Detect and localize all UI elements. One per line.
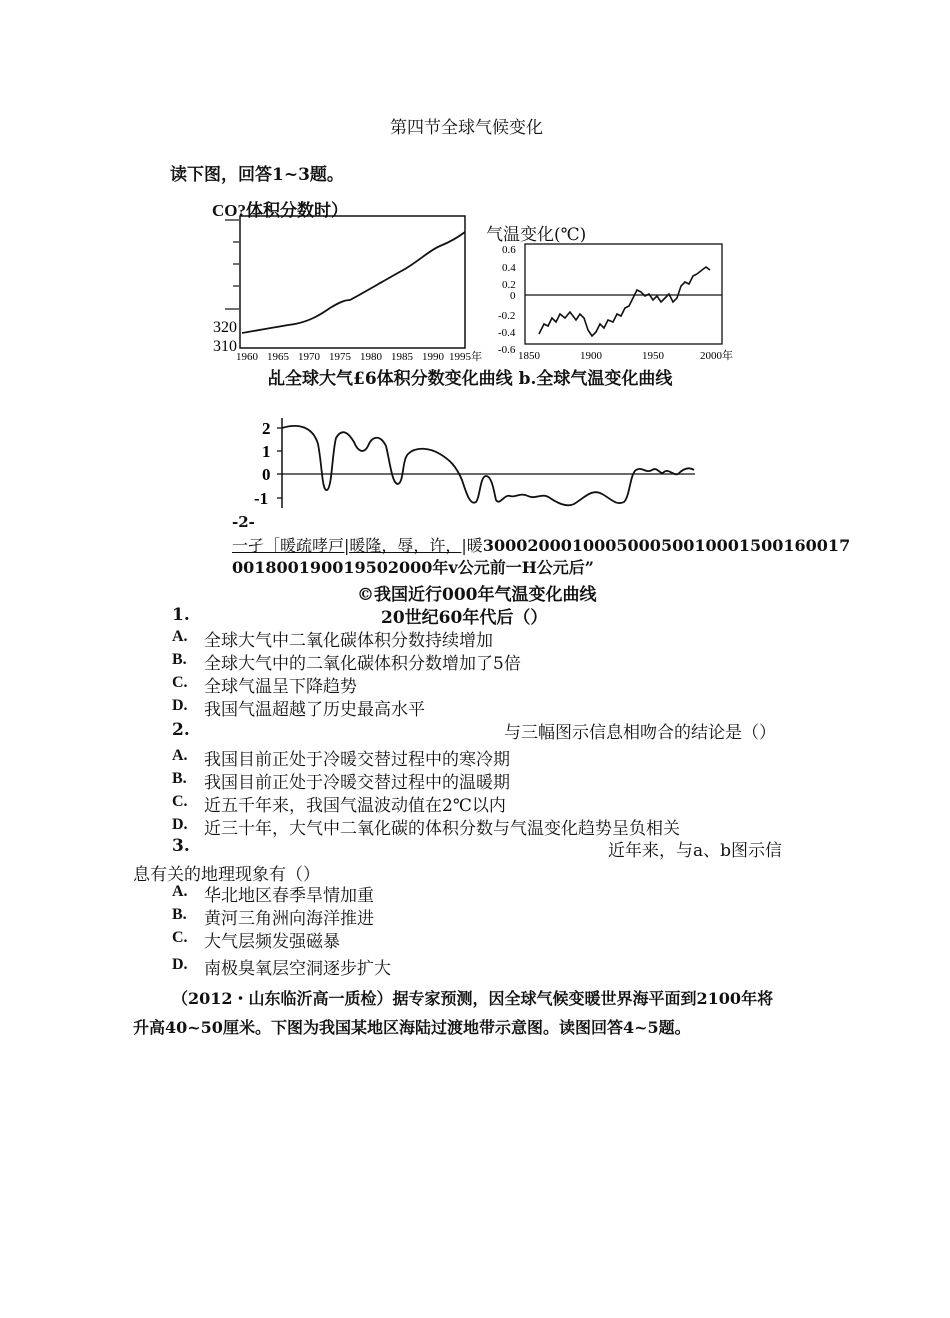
fig-ab-caption: 乩全球大气£6体积分数变化曲线 b.全球气温变化曲线 bbox=[268, 369, 673, 389]
fig-b-ylabel: 气温变化(℃) bbox=[486, 225, 587, 245]
fig-c-ytick: 0 bbox=[262, 465, 271, 484]
fig-a-xtick: 1980 bbox=[360, 351, 382, 363]
fig-c-below-label: -2- bbox=[232, 513, 255, 531]
fig-a-co2-chart bbox=[205, 212, 495, 364]
fig-a-xtick: 1985 bbox=[391, 351, 413, 363]
paragraph-line-2: 升高40~50厘米。下图为我国某地区海陆过渡地带示意图。读图回答4~5题。 bbox=[133, 1018, 691, 1037]
option-text: 全球大气中二氧化碳体积分数持续增加 bbox=[204, 631, 493, 651]
fig-b-ytick: 0.4 bbox=[502, 262, 516, 274]
fig-a-xtick: 1990 bbox=[422, 351, 444, 363]
option-text: 南极臭氧层空洞逐步扩大 bbox=[204, 959, 391, 979]
fig-b-ytick: -0.4 bbox=[498, 327, 516, 339]
option-letter: D. bbox=[172, 697, 188, 714]
fig-a-xtick: 1960 bbox=[236, 351, 258, 363]
fig-b-xtick: 2000年 bbox=[700, 350, 733, 362]
option-letter: A. bbox=[172, 883, 188, 900]
fig-b-xtick: 1950 bbox=[642, 350, 664, 362]
page-title: 第四节全球气候变化 bbox=[390, 118, 543, 138]
q2-number: 2. bbox=[172, 720, 190, 740]
option-letter: A. bbox=[172, 628, 188, 645]
option-letter: C. bbox=[172, 793, 188, 810]
fig-c-temp-chart bbox=[250, 414, 710, 514]
option-text: 全球大气中的二氧化碳体积分数增加了5倍 bbox=[204, 654, 521, 674]
option-text: 华北地区春季旱情加重 bbox=[204, 886, 374, 906]
fig-c-ytick: -1 bbox=[254, 489, 269, 508]
fig-a-xtick: 1965 bbox=[267, 351, 289, 363]
option-text: 近三十年，大气中二氧化碳的体积分数与气温变化趋势呈负相关 bbox=[204, 819, 680, 839]
fig-b-frame bbox=[525, 244, 722, 344]
q3-stem-continued: 息有关的地理现象有（） bbox=[133, 865, 320, 885]
option-text: 近五千年来，我国气温波动值在2℃以内 bbox=[204, 796, 506, 816]
intro-text: 读下图，回答1~3题。 bbox=[170, 165, 344, 185]
q1-stem: 20世纪60年代后（） bbox=[381, 608, 548, 628]
q3-stem: 近年来，与a、b图示信 bbox=[608, 841, 783, 861]
fig-c-temp-curve bbox=[282, 426, 694, 505]
fig-c-ytick: 2 bbox=[262, 419, 271, 438]
paragraph-line-1: （2012・山东临沂高一质检）据专家预测，因全球气候变暖世界海平面到2100年将 bbox=[172, 989, 774, 1008]
option-letter: B. bbox=[172, 770, 187, 787]
option-letter: C. bbox=[172, 929, 188, 946]
q2-stem: 与三幅图示信息相吻合的结论是（） bbox=[504, 723, 776, 743]
option-text: 黄河三角洲向海洋推进 bbox=[204, 909, 374, 929]
fig-a-xtick: 1975 bbox=[329, 351, 351, 363]
option-text: 我国目前正处于冷暖交替过程中的寒冷期 bbox=[204, 750, 510, 770]
fig-b-xtick: 1850 bbox=[518, 350, 540, 362]
fig-b-ytick: -0.6 bbox=[498, 344, 516, 356]
option-letter: D. bbox=[172, 816, 188, 833]
fig-c-axis-part-a: 一孑［暖疏哮戸|暖隆，辱，许， bbox=[232, 536, 462, 555]
q3-number: 3. bbox=[172, 836, 190, 856]
q1-number: 1. bbox=[172, 605, 190, 625]
fig-a-ylabel: CO?体积分数时） bbox=[212, 201, 348, 220]
fig-a-xtick: 1970 bbox=[298, 351, 320, 363]
option-text: 全球气温呈下降趋势 bbox=[204, 677, 357, 697]
fig-a-ytick-310: 310 bbox=[213, 338, 237, 355]
fig-a-co2-curve bbox=[242, 232, 465, 333]
fig-c-axis-line1 bbox=[232, 533, 850, 556]
option-letter: A. bbox=[172, 747, 188, 764]
fig-c-axis-part-b: |暖 bbox=[461, 536, 483, 555]
option-text: 大气层频发强磁暴 bbox=[204, 932, 340, 952]
fig-c-axis-part-c: 300020001000500050010001500160017 bbox=[482, 536, 851, 555]
fig-b-xtick: 1900 bbox=[580, 350, 602, 362]
fig-a-ytick-320: 320 bbox=[213, 319, 237, 336]
fig-c-axis-line2: 001800190019502000年v公元前一H公元后” bbox=[232, 558, 595, 577]
option-letter: B. bbox=[172, 906, 187, 923]
option-letter: D. bbox=[172, 956, 188, 973]
option-text: 我国目前正处于冷暖交替过程中的温暖期 bbox=[204, 773, 510, 793]
fig-b-temp-curve bbox=[539, 267, 710, 336]
fig-b-ytick: -0.2 bbox=[498, 310, 516, 322]
fig-c-ytick: 1 bbox=[262, 442, 271, 461]
option-letter: C. bbox=[172, 674, 188, 691]
fig-b-ytick: 0.2 bbox=[502, 279, 516, 291]
fig-b-ytick: 0 bbox=[510, 290, 516, 302]
fig-a-xtick: 1995年 bbox=[449, 351, 482, 363]
fig-b-ytick: 0.6 bbox=[502, 244, 516, 256]
option-text: 我国气温超越了历史最高水平 bbox=[204, 700, 425, 720]
fig-c-caption: ©我国近行000年气温变化曲线 bbox=[357, 585, 597, 605]
fig-b-temp-chart bbox=[490, 240, 740, 365]
option-letter: B. bbox=[172, 651, 187, 668]
